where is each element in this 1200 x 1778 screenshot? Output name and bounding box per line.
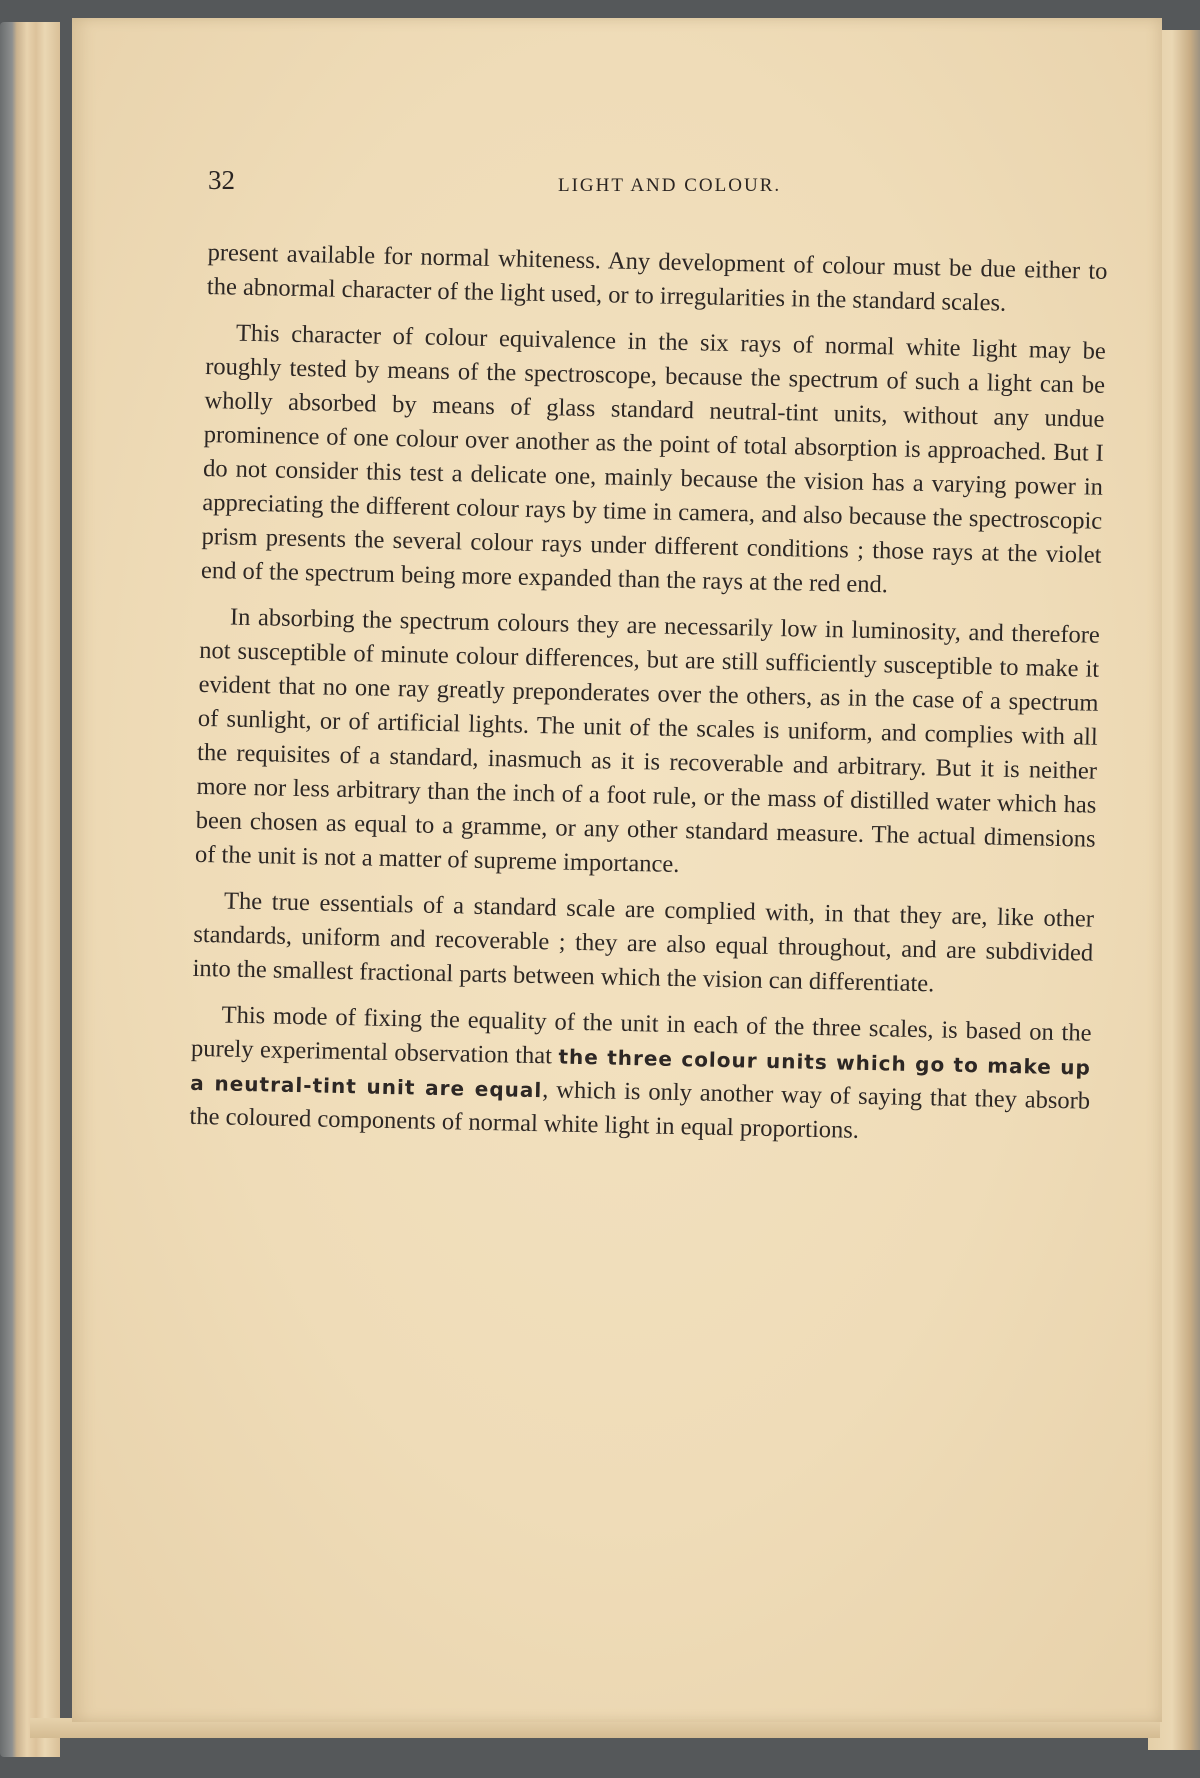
paragraph-5 — [189, 998, 1092, 1153]
paragraph-5-text-before: This mode of fixing the equality of the unit in each of the three scales, is based on the purely experimental observation that — [190, 1001, 1092, 1070]
paragraph-4: The true essentials of a standard scale are complied with, in that they are, like other standards, uniform and recoverable ; they are also equal throughout, and are subdivided into the smallest fractional parts between which the vision can differentiate. — [192, 887, 1095, 998]
page-header — [208, 165, 1108, 205]
paragraph-5-bold-phrase: the three colour units which go to make up a neutral-tint unit are equal — [190, 1044, 1092, 1103]
page-body — [189, 236, 1108, 1165]
running-head: LIGHT AND COLOUR. — [558, 175, 782, 196]
paragraph-3: In absorbing the spectrum colours they are necessarily low in luminosity, and therefore not susceptible of minute colour differences, but are still sufficiently susceptible to make it evident that no one ray greatly preponderates over the others, as in the case of a spectrum of sunlight, or of artificial lights. The unit of the scales is uniform, and complies with all the requisites of a standard, inasmuch as it is recoverable and arbitrary. But it is neither more nor less arbitrary than the inch of a foot rule, or the mass of distilled water which has been chosen as equal to a gramme, or any other standard measure. The actual dimensions of the unit is not a matter of supreme importance. — [194, 603, 1101, 879]
paragraph-2: This character of colour equivalence in the six rays of normal white light may be roughly tested by means of the spectroscope, because the spectrum of such a light can be wholly absorbed by means of glass standard neutral-tint units, without any undue prominence of one colour over another as the point of total absorption is approached. But I do not consider this test a delicate one, mainly because the vision has a varying power in appreciating the different colour rays by time in camera, and also because the spectroscopic prism presents the several colour rays under different conditions ; those rays at the violet end of the spectrum being more expanded than the rays at the red end. — [200, 319, 1107, 599]
book-cover-left-edge — [0, 22, 60, 1757]
paragraph-5-text-after: , which is only another way of saying that they absorb the coloured components of normal white light in equal proportions. — [189, 1076, 1091, 1144]
page-number: 32 — [208, 165, 235, 195]
paragraph-1: present available for normal whiteness. Any development of colour must be due either to the abnormal character of the light used, or to irregularities in the standard scales. — [206, 238, 1108, 317]
